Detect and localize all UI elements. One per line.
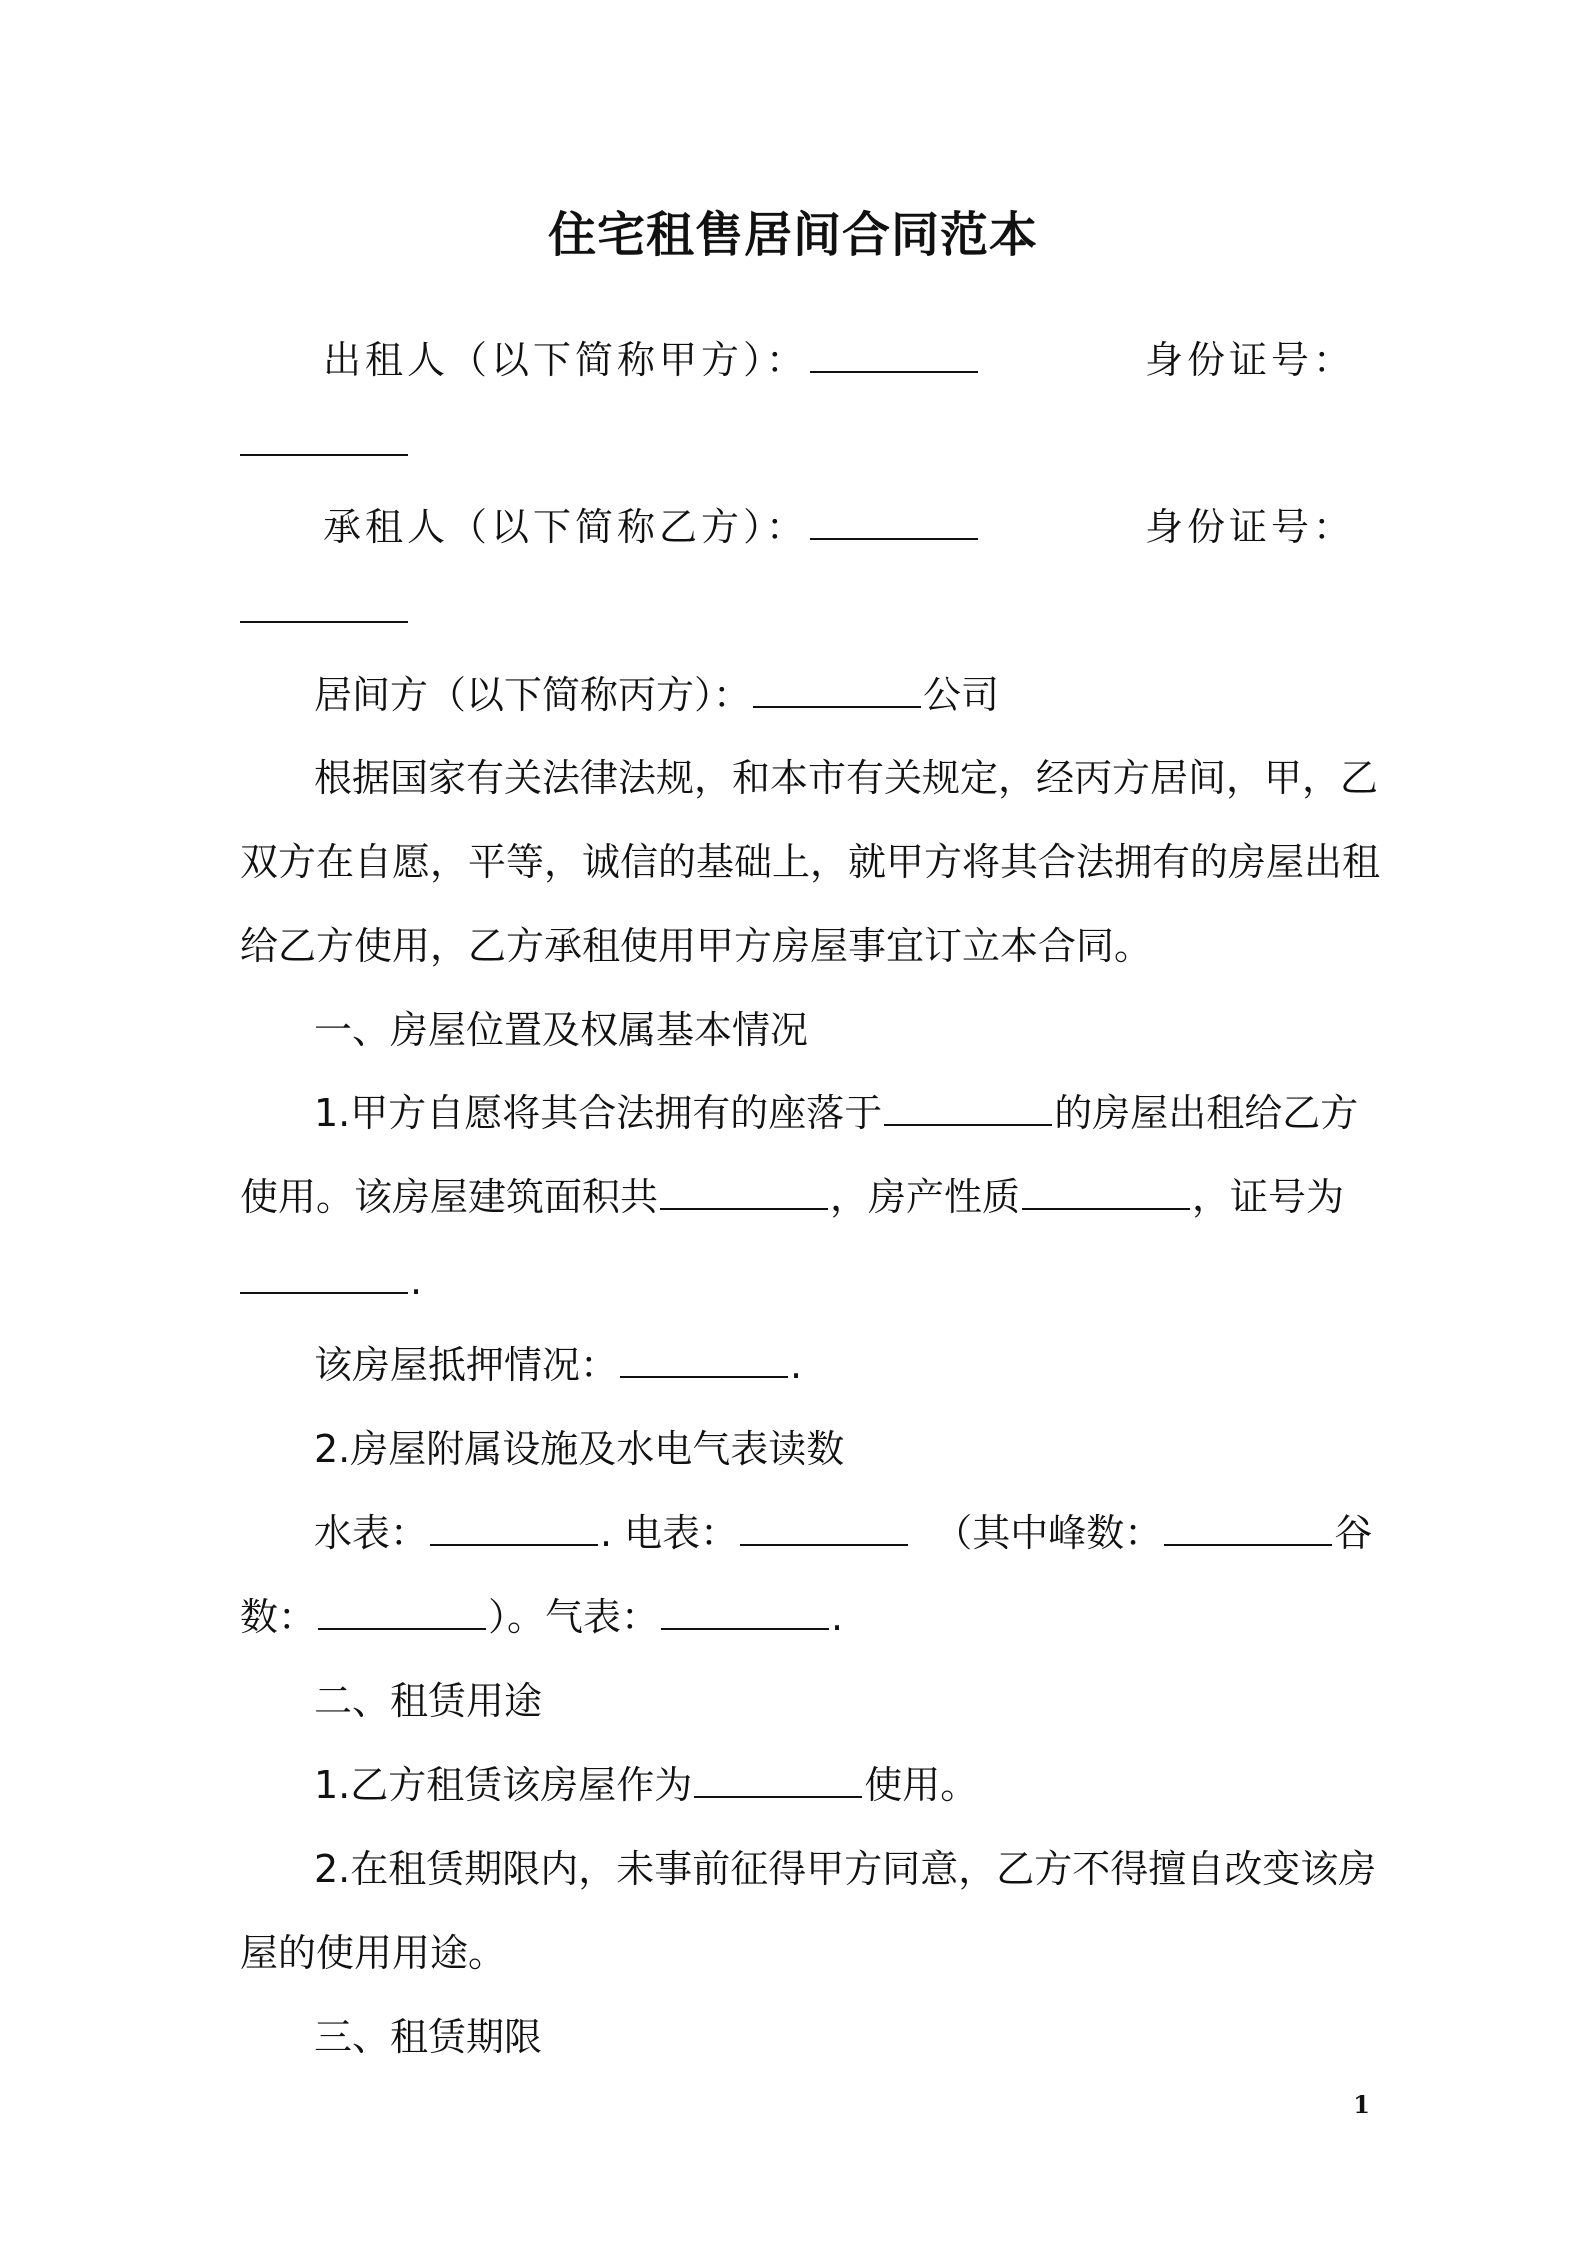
mortgage-blank	[620, 1342, 788, 1378]
mortgage-end: .	[790, 1343, 803, 1387]
s1-item1-text-b: 的房屋出租给乙方	[1054, 1091, 1359, 1135]
peak-label: （其中峰数：	[934, 1511, 1163, 1555]
section-2-heading: 二、租赁用途	[314, 1679, 543, 1723]
s1-item1-text-a: 1.甲方自愿将其合法拥有的座落于	[314, 1091, 883, 1135]
lessee-id-blank	[240, 587, 408, 623]
s1-item2: 2.房屋附属设施及水电气表读数	[314, 1427, 845, 1471]
gas-meter-label: ）。气表：	[488, 1595, 660, 1639]
lessor-label: 出租人（以下简称甲方）：	[323, 338, 809, 382]
valley-blank	[318, 1594, 486, 1630]
valley-label-a: 谷	[1334, 1511, 1373, 1555]
lessor-id-blank	[240, 420, 408, 456]
certificate-number-blank	[240, 1258, 408, 1294]
section-3-heading: 三、租赁期限	[314, 2015, 543, 2059]
agent-line	[314, 670, 1360, 720]
s1-item1-text-f: .	[410, 1259, 423, 1303]
valley-label-b: 数：	[240, 1595, 317, 1639]
s2-item2-line2: 屋的使用用途。	[240, 1931, 507, 1975]
lessor-name-blank	[810, 337, 978, 373]
intro-line-1: 根据国家有关法律法规，和本市有关规定，经丙方居间，甲，乙	[314, 756, 1379, 800]
s2-item1	[314, 1760, 1360, 1810]
lessor-id-label: 身份证号：	[1145, 338, 1356, 382]
s1-item1-line2	[240, 1172, 1360, 1222]
electric-meter-blank	[740, 1510, 908, 1546]
meter-line-2	[240, 1592, 1360, 1642]
page-number: 1	[1353, 2090, 1370, 2119]
s2-item2-line1: 2.在租赁期限内，未事前征得甲方同意，乙方不得擅自改变该房	[314, 1847, 1377, 1891]
s1-item1-line1	[314, 1088, 1360, 1138]
s1-item1-line3	[240, 1256, 1360, 1306]
mortgage-label: 该房屋抵押情况：	[314, 1343, 619, 1387]
meter-end: .	[831, 1595, 844, 1639]
lessee-id-label: 身份证号：	[1145, 505, 1356, 549]
meter-line-1	[314, 1508, 1373, 1558]
property-type-blank	[1022, 1174, 1190, 1210]
s1-item1-text-c: 使用。该房屋建筑面积共	[240, 1175, 659, 1219]
area-blank	[660, 1174, 828, 1210]
agent-suffix: 公司	[923, 673, 1000, 717]
s1-item1-text-e: ，证号为	[1192, 1175, 1345, 1219]
intro-line-2: 双方在自愿，平等，诚信的基础上，就甲方将其合法拥有的房屋出租	[240, 840, 1381, 884]
usage-blank	[694, 1762, 862, 1798]
lessor-id-line	[240, 418, 1360, 468]
lessee-id-line	[240, 585, 1360, 635]
lessee-name-blank	[810, 504, 978, 540]
intro-line-3: 给乙方使用，乙方承租使用甲方房屋事宜订立本合同。	[240, 924, 1153, 968]
document-title: 住宅租售居间合同范本	[547, 207, 1038, 263]
location-blank	[884, 1090, 1052, 1126]
water-meter-label: 水表：	[314, 1511, 429, 1555]
water-meter-blank	[430, 1510, 598, 1546]
peak-blank	[1164, 1510, 1332, 1546]
electric-meter-label: . 电表：	[600, 1511, 739, 1555]
s2-item1-text-b: 使用。	[864, 1763, 979, 1807]
agent-name-blank	[753, 672, 921, 708]
gas-meter-blank	[661, 1594, 829, 1630]
lessee-label: 承租人（以下简称乙方）：	[323, 505, 809, 549]
s1-item1-text-d: ，房产性质	[830, 1175, 1021, 1219]
s2-item1-text-a: 1.乙方租赁该房屋作为	[314, 1763, 693, 1807]
mortgage-line	[314, 1340, 1360, 1390]
agent-label: 居间方（以下简称丙方）：	[314, 673, 752, 717]
section-1-heading: 一、房屋位置及权属基本情况	[314, 1008, 809, 1052]
